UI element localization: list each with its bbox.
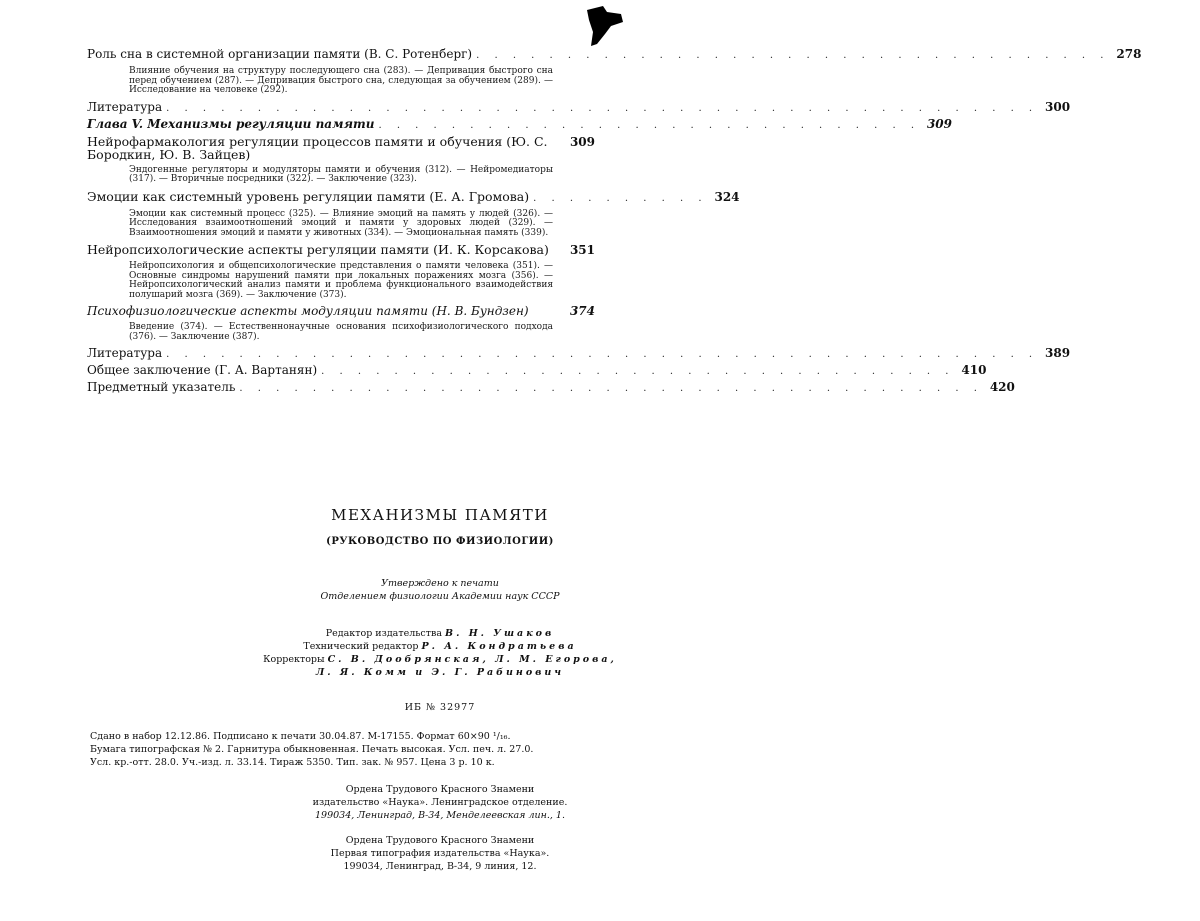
toc-entry-title: Эмоции как системный уровень регуляции памяти (Е. А. Громова) (87, 188, 530, 204)
toc-page-number: 420 (989, 380, 1015, 394)
toc-page-number: 351 (569, 243, 595, 257)
toc-entry-title: Предметный указатель (87, 380, 236, 394)
leader-dots: . . . . . . . . . . . . . . . . . . . . . . . . . . . . . . . . . . . . . . . . . . . . . . . . (166, 102, 1039, 114)
editor-line (150, 627, 730, 640)
toc-entry-title: Литература (87, 99, 163, 114)
toc-entry (87, 363, 987, 378)
print-data-line: Бумага типографская № 2. Гарнитура обыкновенная. Печать высокая. Усл. печ. л. 27.0. (90, 744, 534, 755)
editor-name: В. Н. Ушаков (445, 628, 555, 639)
print-data-block (90, 730, 595, 769)
print-data-line: Усл. кр.-отт. 28.0. Уч.-изд. л. 33.14. Тираж 5350. Тип. зак. № 957. Цена 3 р. 10 к. (90, 757, 495, 768)
toc-entry-abstract: Введение (374). — Естественнонаучные основания психофизиологического подхода (376). — Заключение (387). (129, 322, 553, 342)
toc-entry (87, 116, 953, 132)
tech-editor-line (150, 640, 730, 653)
ib-number: ИБ № 32977 (404, 702, 476, 713)
toc-entry-abstract: Эндогенные регуляторы и модуляторы памяти и обучения (312). — Нейромедиаторы (317). — Вторичные посредники (322). — Заключение (323). (129, 164, 553, 184)
printer-address: 199034, Ленинград, В-34, 9 линия, 12. (343, 861, 537, 872)
toc-page-number: 389 (1045, 346, 1071, 360)
proofreaders-line (150, 653, 730, 666)
leader-dots: . . . . . . . . . . . . . . . . . . . . . . . . . . . . . . (378, 119, 921, 131)
publisher-address: 199034, Ленинград, В-34, Менделеевская лин., 1. (314, 810, 565, 821)
leader-dots: . . . . . . . . . . . . . . . . . . . . . . . . . . . . . . . . . . . (321, 366, 955, 377)
print-data-line: Сдано в набор 12.12.86. Подписано к печати 30.04.87. М-17155. Формат 60×90 ¹/₁₆. (90, 731, 511, 742)
proofreaders-names: С. В. Дообрянская, Л. М. Егорова, (327, 654, 617, 665)
toc-entry-title: Нейропсихологические аспекты регуляции памяти (И. К. Корсакова) (87, 242, 549, 257)
toc-page-number: 309 (569, 134, 595, 149)
editors-block (150, 627, 730, 679)
toc-entry-abstract: Нейропсихология и общепсихологические представления о памяти человека (351). — Основные синдромы нарушений памяти при локальных поражениях мозга (356). — Нейропсихологический анализ памяти и проблема функционального взаимодействия полушарий мозга (369). — Заключение (373). (129, 261, 553, 300)
toc-entry (87, 346, 1071, 361)
toc-page-number: 300 (1045, 99, 1071, 114)
leader-dots: . . . . . . . . . . (533, 192, 708, 204)
publisher-block (150, 783, 730, 822)
book-subtitle: (РУКОВОДСТВО ПО ФИЗИОЛОГИИ) (326, 536, 554, 547)
editor-label: Редактор издательства (325, 628, 443, 639)
ink-blot-mark (585, 4, 625, 48)
toc-entry-abstract: Влияние обучения на структуру последующего сна (283). — Депривация быстрого сна перед обучением (287). — Депривация быстрого сна, следующая за обучением (289). — Исследование на человеке (292). (129, 66, 553, 95)
leader-dots: . . . . . . . . . . . . . . . . . . . . . . . . . . . . . . . . . . . . . . . . . (239, 383, 983, 394)
toc-entry (87, 188, 740, 239)
tech-editor-name: Р. А. Кондратьева (421, 641, 577, 652)
printer-line: Ордена Трудового Красного Знамени (345, 835, 535, 846)
leader-dots: . . . . . . . . . . . . . . . . . . . . . . . . . . . . . . . . . . . . . . . . . . . . . . . . (166, 349, 1039, 360)
proofreaders-names-cont: Л. Я. Комм и Э. Г. Рабинович (315, 667, 565, 678)
toc-entry (87, 380, 1015, 395)
toc-page-number: 278 (1116, 47, 1142, 61)
toc-entry-title: Психофизиологические аспекты модуляции памяти (Н. В. Бундзен) (87, 304, 529, 318)
toc-page-number: 374 (569, 304, 595, 318)
toc-entry-title: Нейрофармакология регуляции процессов памяти и обучения (Ю. С. Бородкин, Ю. В. Зайцев) (87, 133, 548, 162)
tech-editor-label: Технический редактор (303, 641, 419, 652)
toc-entry-title: Роль сна в системной организации памяти (В. С. Ротенберг) (87, 47, 473, 61)
toc-entry-abstract: Эмоции как системный процесс (325). — Влияние эмоций на память у людей (326). — Исследования взаимоотношений эмоций и памяти у здоровых людей (329). — Взаимоотношения эмоций и памяти у животных (334). — Эмоциональная память (339). (129, 208, 553, 238)
toc-page-number: 410 (961, 363, 987, 377)
book-title: МЕХАНИЗМЫ ПАМЯТИ (331, 506, 549, 524)
printer-block (150, 834, 730, 873)
toc-chapter-title: Глава V. Механизмы регуляции памяти (87, 116, 375, 131)
printer-line: Первая типография издательства «Наука». (330, 848, 550, 859)
table-of-contents (87, 47, 1142, 398)
toc-page-number: 324 (714, 189, 740, 204)
toc-entry (87, 99, 1071, 115)
publisher-line: Ордена Трудового Красного Знамени (345, 784, 535, 795)
toc-entry-title: Общее заключение (Г. А. Вартанян) (87, 363, 318, 377)
toc-entry (87, 305, 595, 342)
publisher-line: издательство «Наука». Ленинградское отделение. (312, 797, 568, 808)
approval-note (150, 577, 730, 603)
toc-entry-title: Литература (87, 346, 163, 360)
toc-entry (87, 135, 595, 185)
approval-line: Отделением физиологии Академии наук СССР (320, 591, 560, 602)
proofreaders-label: Корректоры (263, 654, 325, 665)
toc-page-number: 309 (926, 116, 953, 131)
toc-entry (87, 47, 1142, 96)
toc-entry (87, 243, 595, 300)
approval-line: Утверждено к печати (381, 578, 499, 589)
leader-dots: . . . . . . . . . . . . . . . . . . . . . . . . . . . . . . . . . . . (476, 50, 1110, 61)
